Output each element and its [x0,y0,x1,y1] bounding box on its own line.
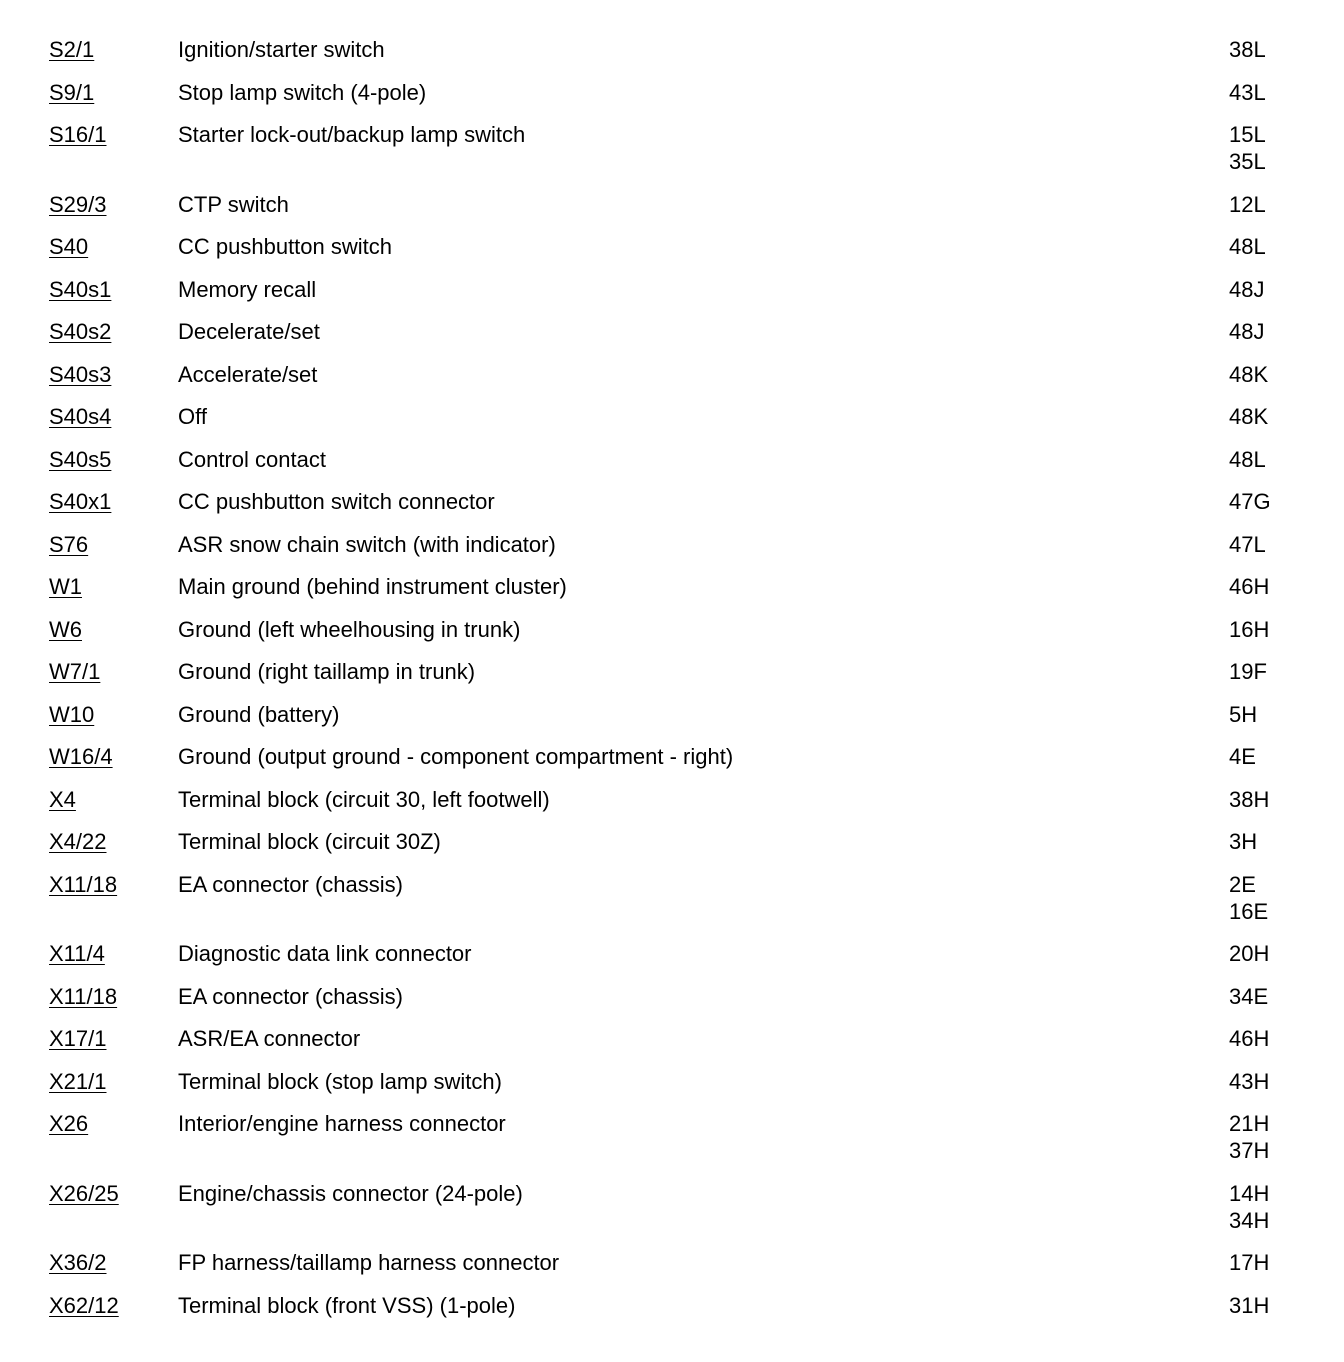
component-description: Stop lamp switch (4-pole) [178,79,427,105]
grid-reference-list [1229,276,1289,303]
component-description: Decelerate/set [178,319,320,344]
legend-row [49,1066,1289,1109]
component-description: ASR/EA connector [178,1026,361,1051]
grid-reference-list [1229,616,1289,643]
grid-reference: 48K [1229,404,1269,429]
grid-reference: 12L [1229,191,1266,217]
legend-row [49,1247,1289,1290]
legend-row [49,34,1289,77]
legend-row [49,444,1289,487]
grid-reference-list [1229,1292,1289,1319]
grid-reference: 35L [1229,149,1266,174]
grid-reference-list [1229,531,1289,558]
component-code-link[interactable]: X11/18 [49,983,118,1009]
legend-row [49,529,1289,572]
component-code-link[interactable]: X62/12 [49,1292,119,1318]
component-description: Ground (output ground - component compartment - right) [178,744,734,769]
grid-reference-list [1229,36,1289,63]
grid-reference-list [1229,940,1289,967]
component-code-link[interactable]: X4 [49,786,76,812]
grid-reference: 4E [1229,744,1256,769]
grid-reference: 5H [1229,701,1258,727]
component-code-link[interactable]: X4/22 [49,829,107,854]
grid-reference: 37H [1229,1138,1270,1163]
component-description: ASR snow chain switch (with indicator) [178,531,556,557]
grid-reference: 15L [1229,122,1266,147]
component-description: Ignition/starter switch [178,37,385,62]
component-description: Terminal block (circuit 30Z) [178,829,441,854]
component-code-link[interactable]: X17/1 [49,1026,107,1051]
grid-reference-list [1229,233,1289,260]
component-description: Main ground (behind instrument cluster) [178,574,567,599]
grid-reference: 48J [1229,276,1265,302]
grid-reference: 46H [1229,1026,1270,1051]
legend-row [49,614,1289,657]
component-code-link[interactable]: S40s3 [49,361,112,387]
grid-reference-list [1229,1249,1289,1276]
legend-row [49,119,1289,189]
grid-reference-list [1229,79,1289,106]
grid-reference-list [1229,1025,1289,1052]
grid-reference: 16E [1229,898,1269,924]
component-code-link[interactable]: S40s5 [49,446,112,472]
component-description: EA connector (chassis) [178,871,403,897]
component-description: EA connector (chassis) [178,983,403,1009]
grid-reference-list [1229,1180,1289,1234]
legend-row [49,401,1289,444]
grid-reference: 47G [1229,489,1271,514]
grid-reference-list [1229,786,1289,813]
component-code-link[interactable]: X21/1 [49,1068,107,1094]
legend-row [49,231,1289,274]
component-description: Terminal block (circuit 30, left footwell) [178,786,550,812]
component-legend-list [49,34,1289,1332]
component-description: CC pushbutton switch [178,234,392,259]
component-code-link[interactable]: W6 [49,616,82,642]
component-code-link[interactable]: W7/1 [49,659,101,684]
legend-row [49,826,1289,869]
component-description: Interior/engine harness connector [178,1111,506,1136]
grid-reference: 21H [1229,1111,1270,1136]
grid-reference: 48J [1229,319,1265,344]
component-code-link[interactable]: W10 [49,701,95,727]
component-code-link[interactable]: S2/1 [49,37,95,62]
component-code-link[interactable]: S40s2 [49,319,112,344]
legend-row [49,189,1289,232]
component-description: FP harness/taillamp harness connector [178,1250,560,1275]
grid-reference: 17H [1229,1250,1270,1275]
grid-reference: 20H [1229,941,1270,966]
component-description: Terminal block (front VSS) (1-pole) [178,1292,516,1318]
component-description: Memory recall [178,276,317,302]
legend-row [49,571,1289,614]
grid-reference-list [1229,403,1289,430]
grid-reference-list [1229,318,1289,345]
component-code-link[interactable]: X26 [49,1111,89,1136]
grid-reference: 34E [1229,983,1269,1009]
grid-reference-list [1229,701,1289,728]
legend-row [49,1178,1289,1248]
component-description: Off [178,404,207,429]
grid-reference-list [1229,828,1289,855]
legend-row [49,274,1289,317]
legend-row [49,869,1289,939]
legend-row [49,1290,1289,1333]
component-description: Engine/chassis connector (24-pole) [178,1180,523,1206]
grid-reference: 2E [1229,871,1256,897]
component-description: Ground (left wheelhousing in trunk) [178,616,521,642]
grid-reference-list [1229,658,1289,685]
grid-reference-list [1229,983,1289,1010]
grid-reference: 43L [1229,79,1266,105]
component-code-link[interactable]: S40s4 [49,404,112,429]
component-code-link[interactable]: X26/25 [49,1180,119,1206]
grid-reference-list [1229,361,1289,388]
grid-reference: 48L [1229,234,1266,259]
component-code-link[interactable]: X11/4 [49,941,105,966]
component-description: Accelerate/set [178,361,318,387]
component-code-link[interactable]: X11/18 [49,871,118,897]
grid-reference: 16H [1229,616,1270,642]
component-code-link[interactable]: S40 [49,234,89,259]
component-description: Ground (right taillamp in trunk) [178,659,476,684]
grid-reference-list [1229,1110,1289,1164]
grid-reference-list [1229,191,1289,218]
component-code-link[interactable]: S16/1 [49,122,107,147]
grid-reference-list [1229,743,1289,770]
legend-row [49,1023,1289,1066]
legend-row [49,699,1289,742]
legend-row [49,359,1289,402]
grid-reference: 38L [1229,37,1266,62]
component-description: CC pushbutton switch connector [178,489,495,514]
grid-reference: 43H [1229,1068,1270,1094]
component-code-link[interactable]: W16/4 [49,744,113,769]
grid-reference: 48K [1229,361,1269,387]
legend-row [49,486,1289,529]
grid-reference: 48L [1229,446,1266,472]
component-code-link[interactable]: S29/3 [49,191,107,217]
legend-row [49,784,1289,827]
component-description: Terminal block (stop lamp switch) [178,1068,502,1094]
grid-reference-list [1229,871,1289,925]
grid-reference-list [1229,1068,1289,1095]
component-description: Control contact [178,446,326,472]
grid-reference: 14H [1229,1180,1270,1206]
component-description: Starter lock-out/backup lamp switch [178,122,526,147]
legend-row [49,656,1289,699]
grid-reference: 46H [1229,574,1270,599]
component-code-link[interactable]: S40x1 [49,489,112,514]
legend-row [49,741,1289,784]
legend-row [49,938,1289,981]
component-code-link[interactable]: X36/2 [49,1250,107,1275]
component-code-link[interactable]: W1 [49,574,82,599]
component-code-link[interactable]: S9/1 [49,79,95,105]
grid-reference: 31H [1229,1292,1270,1318]
legend-row [49,1108,1289,1178]
grid-reference: 47L [1229,531,1266,557]
grid-reference-list [1229,573,1289,600]
grid-reference-list [1229,446,1289,473]
component-description: Diagnostic data link connector [178,941,472,966]
component-description: CTP switch [178,191,289,217]
component-code-link[interactable]: S76 [49,531,89,557]
component-code-link[interactable]: S40s1 [49,276,112,302]
grid-reference-list [1229,488,1289,515]
legend-row [49,981,1289,1024]
grid-reference: 19F [1229,659,1267,684]
legend-row [49,316,1289,359]
grid-reference: 34H [1229,1207,1270,1233]
legend-row [49,77,1289,120]
grid-reference: 3H [1229,829,1258,854]
component-description: Ground (battery) [178,701,340,727]
grid-reference-list [1229,121,1289,175]
grid-reference: 38H [1229,786,1270,812]
